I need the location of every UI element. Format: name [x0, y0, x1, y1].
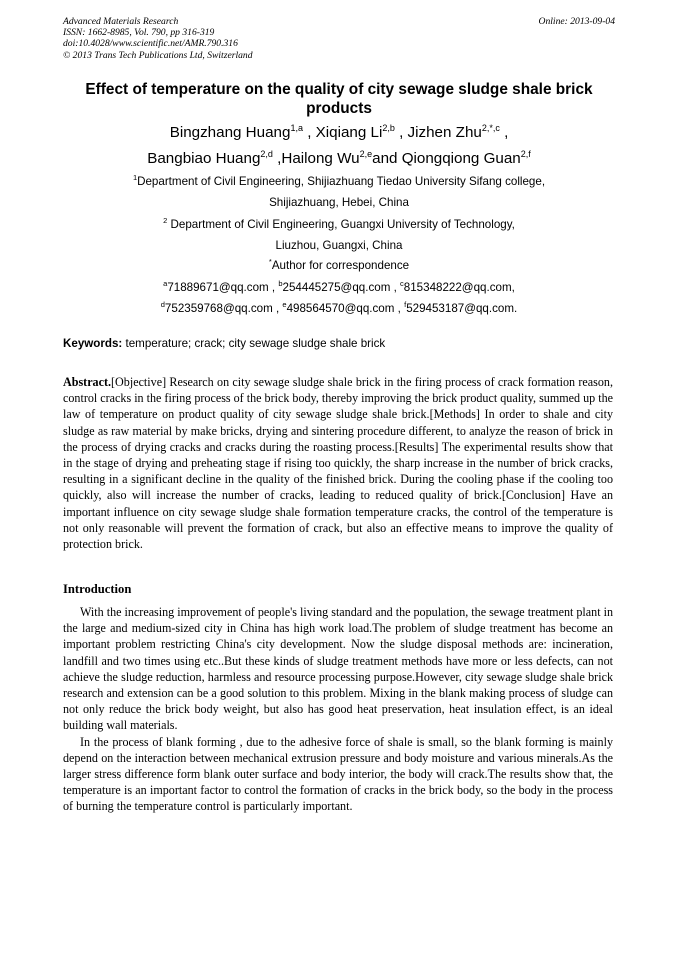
- email-address: 498564570@qq.com: [286, 302, 395, 315]
- email-line-1: $^a$71889671@qq.com , $^b$254445275@qq.com , $^c$815348222@qq.com,: [163, 279, 515, 294]
- author-name: Hailong Wu: [281, 150, 360, 167]
- email-sup: a: [163, 279, 168, 288]
- correspondence-sup: *: [268, 257, 272, 266]
- affiliation-sup: 2: [163, 216, 168, 225]
- doi-line: doi:10.4028/www.scientific.net/AMR.790.316: [63, 38, 238, 50]
- author-name: Qiongqiong Guan: [401, 150, 521, 167]
- email-sup: c: [400, 279, 404, 288]
- author-name: Bangbiao Huang: [147, 150, 261, 167]
- keywords-text: temperature; crack; city sewage sludge shale brick: [125, 337, 386, 350]
- author-sup: 2,e: [359, 149, 373, 159]
- email-address: 529453187@qq.com: [406, 302, 515, 315]
- author-sup: 2,*,c: [481, 123, 500, 133]
- issn-line: ISSN: 1662-8985, Vol. 790, pp 316-319: [63, 27, 215, 39]
- correspondence-text: Author for correspondence: [271, 259, 410, 272]
- email-sup: d: [160, 300, 165, 309]
- correspondence-note: [60, 259, 618, 273]
- introduction-paragraph: In the process of blank forming , due to the adhesive force of shale is small, so the blank forming is mainly depend on the interaction between mechanical extrusion pressure and body moisture and various minerals.As the larger stress difference form blank outer surface and body interior, the body will crack.The results show that, the temperature is an important factor to control the formation of cracks in the brick body, so the body in the process of burning the temperature control is particularly important.: [63, 734, 613, 814]
- abstract-label: Abstract.: [63, 375, 112, 389]
- affiliation-text: Department of Civil Engineering, Shijiazhuang Tiedao University Sifang college,: [137, 175, 546, 188]
- affiliation-2-line-2: [60, 239, 618, 253]
- affiliation-2-line-1: [60, 218, 618, 232]
- abstract-text: [Objective] Research on city sewage sludge shale brick in the firing process of crack formation reason, control cracks in the firing process of the brick body, thereby improving the brick product quality, summed up the law of temperature on product quality of city sewage sludge shale brick.[Methods] In order to shale and city sludge as raw material by make bricks, drying and sintering procedure different, to analyze the reason of brick in the process of drying cracks and cracks during the roasting process.[Results] The experimental results show that in the stage of drying and preheating stage if rising too quickly, the sharp increase in the number of brick cracks, resulting in a significant decline in the quality of the finished brick. During the cooling phase if the cooling too quickly, also will increase the number of cracks, leading to reduced quality of brick.[Conclusion] Have an important influence on city sewage sludge shale formation temperature cracks, the control of the temperature is not only reasonable will prevent the formation of crack, but also an effective means to improve the quality of protection brick.: [63, 375, 613, 552]
- paper-title: Effect of temperature on the quality of city sewage sludge shale brick products: [85, 81, 593, 117]
- author-name: Xiqiang Li: [315, 124, 383, 141]
- author-sup: 1,a: [290, 123, 303, 133]
- introduction-heading: Introduction: [63, 582, 132, 596]
- online-date: Online: 2013-09-04: [538, 16, 615, 27]
- email-address: 254445275@qq.com: [282, 281, 391, 294]
- affiliation-1-line-1: [60, 175, 618, 189]
- email-address: 752359768@qq.com: [164, 302, 273, 315]
- journal-name: Advanced Materials Research: [63, 16, 179, 27]
- author-line-2: Bangbiao Huang$^{2,d}$ ,Hailong Wu$^{2,e}$and Qiongqiong Guan$^{2,f}$: [147, 149, 531, 167]
- author-sup: 2,b: [382, 123, 395, 133]
- author-line-1: Bingzhang Huang$^{1,a}$ , Xiqiang Li$^{2,b}$ , Jizhen Zhu$^{2,*,c}$ ,: [169, 123, 509, 141]
- email-sup: e: [282, 300, 287, 309]
- introduction-body: [63, 604, 613, 815]
- author-sup: 2,d: [260, 149, 273, 159]
- copyright-line: © 2013 Trans Tech Publications Ltd, Switzerland: [63, 49, 253, 61]
- email-sup: f: [404, 300, 407, 309]
- affiliation-text: Liuzhou, Guangxi, China: [275, 239, 403, 252]
- abstract-paragraph: [63, 374, 613, 552]
- keywords-line: [63, 337, 385, 351]
- author-sup: 2,f: [520, 149, 531, 159]
- introduction-paragraph: With the increasing improvement of people's living standard and the population, the sewage treatment plant in the large and medium-sized city in China has high work load.The problem of sludge treatment has become an important problem restricting China's city development. Now the sludge disposal methods are: incineration, landfill and two times using etc..But these kinds of sludge treatment methods have more or less defects, can not achieve the sludge reduction, harmless and resource processing purpose.However, city sewage sludge shale brick research and extension can be a good solution to this problem. Mixing in the blank making process of sludge can not only reduce the brick body weight, but also has good heat preservation, heat insulation effect, is an ideal building wall materials.: [63, 605, 613, 733]
- email-address: 71889671@qq.com: [167, 281, 269, 294]
- author-name: Jizhen Zhu: [407, 124, 482, 141]
- affiliation-text: Department of Civil Engineering, Guangxi University of Technology,: [170, 218, 515, 231]
- email-address: 815348222@qq.com: [403, 281, 512, 294]
- keywords-label: Keywords:: [63, 337, 123, 350]
- email-line-2: $^d$752359768@qq.com , $^e$498564570@qq.com , $^f$529453187@qq.com.: [160, 300, 518, 315]
- affiliation-1-line-2: [60, 196, 618, 210]
- email-sup: b: [278, 279, 283, 288]
- affiliation-sup: 1: [132, 173, 138, 182]
- affiliation-text: Shijiazhuang, Hebei, China: [269, 196, 409, 209]
- journal-header: [63, 16, 615, 61]
- author-name: Bingzhang Huang: [169, 124, 291, 141]
